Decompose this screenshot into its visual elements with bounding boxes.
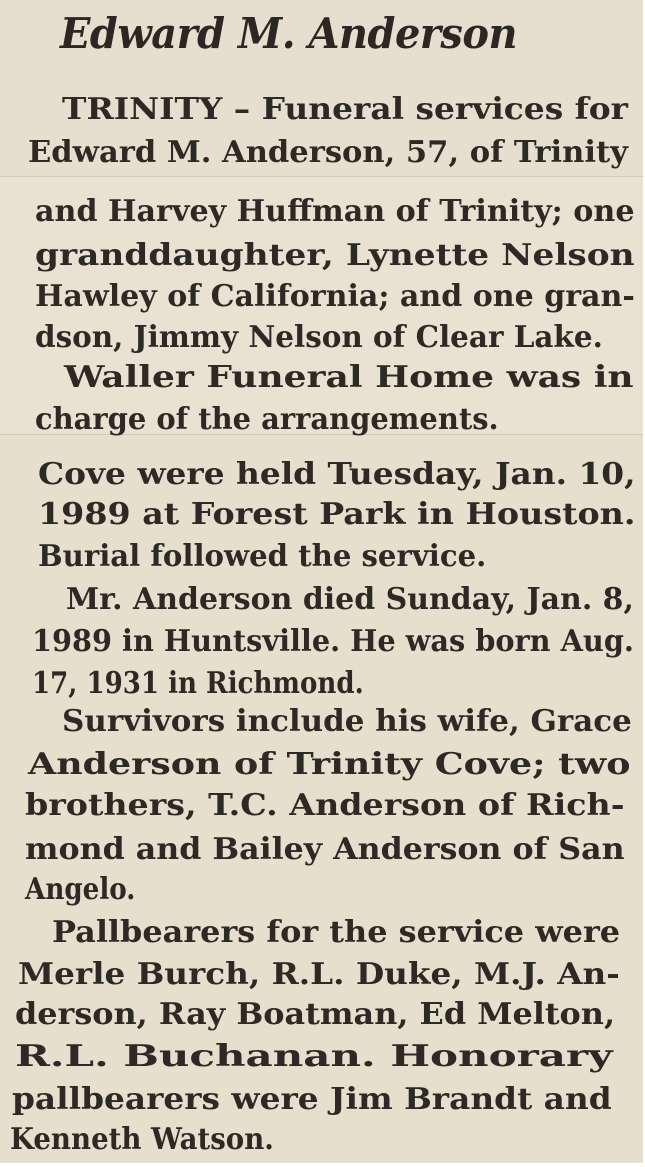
text-line: TRINITY – Funeral services for <box>62 92 628 127</box>
text-line: 17, 1931 in Richmond. <box>32 666 364 701</box>
text-line: Merle Burch, R.L. Duke, M.J. An- <box>18 957 620 992</box>
text-line: Waller Funeral Home was in <box>64 360 634 395</box>
text-line: charge of the arrangements. <box>35 402 499 437</box>
text-line: 1989 in Huntsville. He was born Aug. <box>32 624 634 659</box>
text-line: Edward M. Anderson, 57, of Trinity <box>28 135 628 170</box>
obituary-headline: Edward M. Anderson <box>60 9 518 58</box>
text-line: Survivors include his wife, Grace <box>62 704 632 739</box>
text-line: Mr. Anderson died Sunday, Jan. 8, <box>66 582 634 617</box>
text-line: derson, Ray Boatman, Ed Melton, <box>15 997 616 1032</box>
text-line: and Harvey Huffman of Trinity; one <box>35 194 635 229</box>
text-line: 1989 at Forest Park in Houston. <box>38 497 636 532</box>
text-line: brothers, T.C. Anderson of Rich- <box>25 788 625 823</box>
text-line: Hawley of California; and one gran- <box>35 279 635 314</box>
text-line: mond and Bailey Anderson of San <box>25 832 625 867</box>
text-line: granddaughter, Lynette Nelson <box>35 238 635 273</box>
text-line: Angelo. <box>25 872 136 907</box>
text-line: pallbearers were Jim Brandt and <box>12 1082 612 1117</box>
text-line: dson, Jimmy Nelson of Clear Lake. <box>35 320 603 355</box>
text-line: Anderson of Trinity Cove; two <box>28 747 631 782</box>
text-line: R.L. Buchanan. Honorary <box>15 1039 613 1074</box>
text-line: Cove were held Tuesday, Jan. 10, <box>38 457 636 492</box>
text-line: Kenneth Watson. <box>10 1122 274 1157</box>
text-line: Burial followed the service. <box>38 539 487 574</box>
text-line: Pallbearers for the service were <box>52 915 621 950</box>
